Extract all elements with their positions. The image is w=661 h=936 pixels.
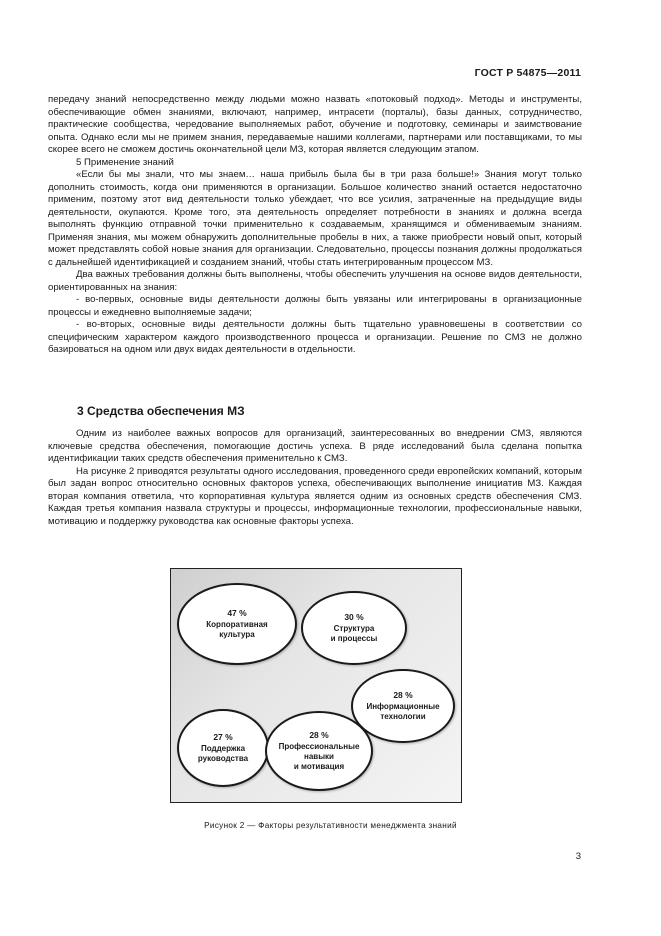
factor-bubble-management-support	[177, 709, 269, 787]
factor-percent: 28 %	[393, 690, 413, 700]
factor-label: Корпоративная	[206, 620, 268, 629]
paragraph: Одним из наиболее важных вопросов для организаций, заинтересованных во внедрении СМЗ, являются ключевые средства обеспечения, помогающие достичь успеха. В ряде исследований была сделана попытка идентификации таких средств обеспечения применительно к СМЗ.	[48, 428, 582, 464]
factor-label: руководства	[197, 754, 249, 763]
factor-label: навыки	[304, 752, 334, 761]
factor-label: технологии	[380, 712, 426, 721]
success-factors-figure	[170, 568, 462, 803]
factor-percent: 27 %	[213, 732, 233, 742]
document-header: ГОСТ Р 54875—2011	[474, 67, 581, 79]
paragraph: Два важных требования должны быть выполнены, чтобы обеспечить улучшения на основе видов деятельности, ориентированных на знания:	[48, 269, 582, 293]
figure-caption: Рисунок 2 — Факторы результативности менеджмента знаний	[204, 821, 457, 830]
factor-bubble-corporate-culture	[177, 583, 297, 665]
factor-bubble-structure-processes	[301, 591, 407, 665]
factor-label: Профессиональные	[278, 742, 360, 751]
factor-percent: 30 %	[344, 612, 364, 622]
list-item: - во-вторых, основные виды деятельности должны быть тщательно уравновешены в соответствии со специфическим характером каждого производственного процесса и организации. Решение по СМЗ не должно базироваться на одном или двух видах деятельности в отдельности.	[48, 319, 582, 355]
factor-percent: 28 %	[309, 730, 329, 740]
factor-label: и процессы	[330, 634, 378, 643]
paragraph: передачу знаний непосредственно между людьми можно назвать «потоковый подход». Методы и инструменты, обеспечивающие обмен знаниями, включают, например, интрасети (порталы), базы данных, сотрудничество, практические сообщества, чередование выполняемых работ, обучение и подготовку, семинары и заимствование опыта. Однако если мы не примем знания, передаваемые нашими коллегами, партнерами или поставщиками, то мы скорее всего не сможем достичь окончательной цели МЗ, которая является следующим этапом.	[48, 94, 582, 155]
factor-label: Структура	[333, 624, 375, 633]
paragraph: 5 Применение знаний	[76, 156, 174, 168]
factor-percent: 47 %	[227, 608, 247, 618]
factor-label: и мотивация	[293, 762, 345, 771]
factor-label: культура	[219, 630, 255, 639]
section-body-text	[48, 428, 582, 528]
section-heading: 3 Средства обеспечения МЗ	[77, 404, 245, 418]
page-number: 3	[575, 851, 581, 862]
body-text	[48, 94, 582, 357]
factor-label: Поддержка	[200, 744, 246, 753]
paragraph: На рисунке 2 приводятся результаты одного исследования, проведенного среди европейских компаний, которым был задан вопрос относительно основных факторов успеха, обеспечивающих выполнение инициатив МЗ. Каждая вторая компания ответила, что корпоративная культура является одним из основных средств обеспечения СМЗ. Каждая третья компания назвала структуры и процессы, информационные технологии, профессиональные навыки, мотивацию и поддержку руководства как основные факторы успеха.	[48, 465, 582, 527]
paragraph: «Если бы мы знали, что мы знаем… наша прибыль была бы в три раза больше!» Знания могут только дополнить стоимость, когда они применяются в организации. Большое количество знаний остается недостаточно применим, поэтому этот вид деятельности только убеждает, что все усилия, затраченные на предыдущие виды деятельности, окупаются. Кроме того, эта деятельность определяет потребности в знаниях и должна всегда выполнять функцию отправной точки применительно к создаваемым, хранящимся и обмениваемым знаниям. Применяя знания, мы можем обнаружить дополнительные пробелы в них, а также приобрести новый опыт, который может представлять собой новые знания для организации. Следовательно, процессы познания должны продолжаться с дальнейшей идентификацией и созданием знаний, чтобы стать интегрированным процессом МЗ.	[48, 169, 582, 268]
factor-bubble-skills-motivation	[265, 711, 373, 791]
list-item: - во-первых, основные виды деятельности должны быть увязаны или интегрированы в организационные процессы и ежедневно выполняемые задачи;	[48, 294, 582, 318]
factor-label: Информационные	[366, 702, 440, 711]
